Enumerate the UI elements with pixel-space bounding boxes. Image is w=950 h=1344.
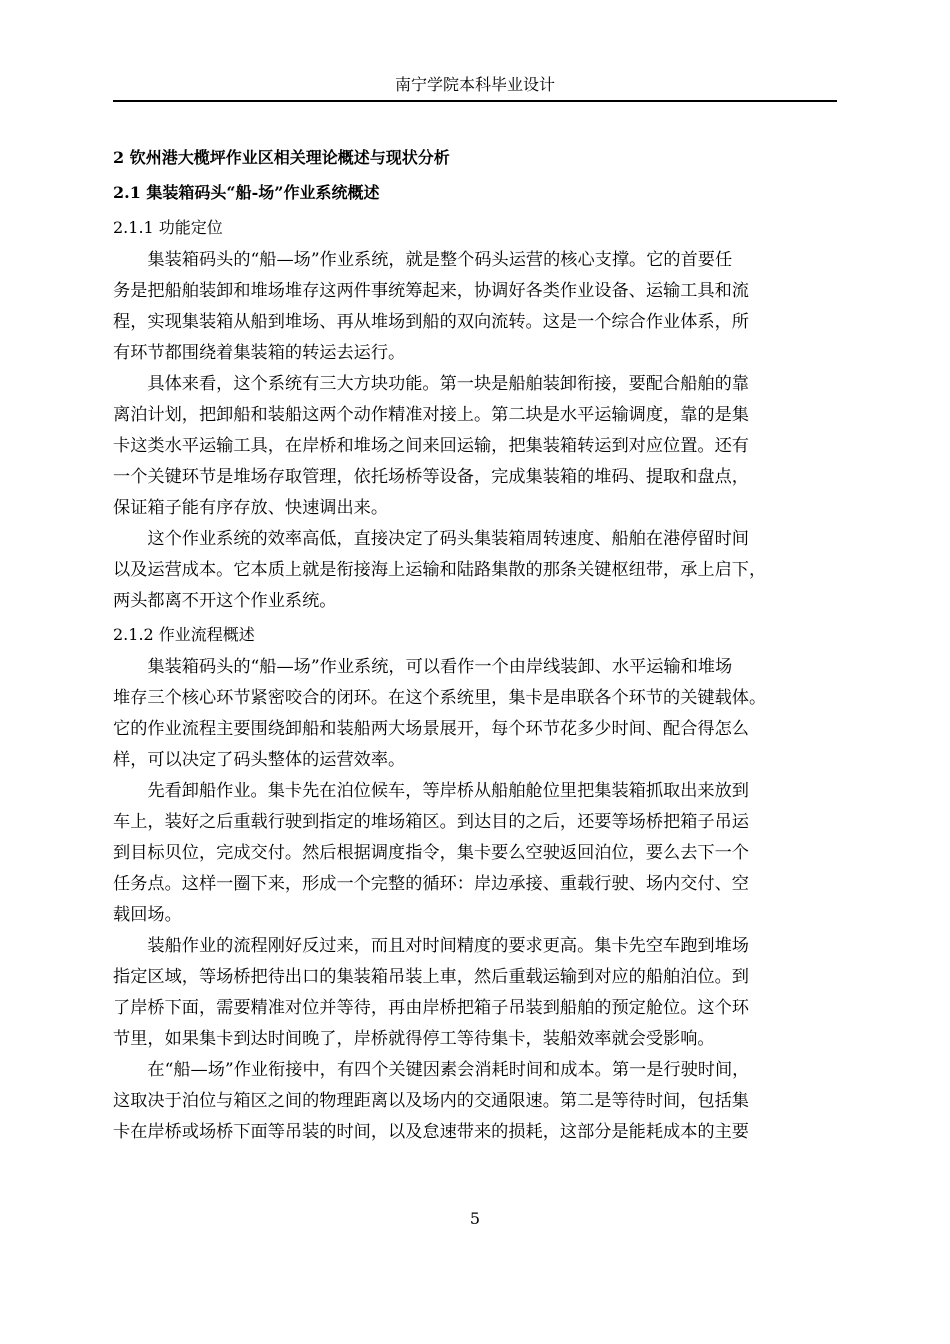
body-paragraph [113,931,837,1055]
body-paragraph [113,524,837,617]
paragraph-line: 两头都离不开这个作业系统。 [113,591,337,611]
paragraph-line: 集装箱码头的“船—场”作业系统，就是整个码头运营的核心支撑。它的首要任 [147,250,733,270]
paragraph-line: 这取决于泊位与箱区之间的物理距离以及场内的交通限速。第二是等待时间，包括集 [113,1091,749,1111]
body-paragraph [113,652,837,776]
paragraph-line: 离泊计划，把卸船和装船这两个动作精准对接上。第二块是水平运输调度，靠的是集 [113,405,749,425]
paragraph-line: 指定区域，等场桥把待出口的集装箱吊装上車，然后重载运输到对应的船舶泊位。到 [113,967,749,987]
paragraph-line: 载回场。 [113,905,182,925]
paragraph-line: 车上，装好之后重载行驶到指定的堆场箱区。到达目的之后，还要等场桥把箱子吊运 [113,812,749,832]
paragraph-line: 卡在岸桥或场桥下面等吊装的时间，以及怠速带来的损耗，这部分是能耗成本的主要 [113,1122,749,1142]
paragraph-line: 在“船—场”作业衔接中，有四个关键因素会消耗时间和成本。第一是行驶时间， [147,1060,750,1080]
paragraph-line: 任务点。这样一圈下来，形成一个完整的循环：岸边承接、重载行驶、场内交付、空 [113,874,749,894]
paragraph-line: 这个作业系统的效率高低，直接决定了码头集装箱周转速度、船舶在港停留时间 [147,529,749,549]
subsection-heading: 2.1.2 作业流程概述 [113,625,255,644]
paragraph-line: 一个关键环节是堆场存取管理，依托场桥等设备，完成集装箱的堆码、提取和盘点， [113,467,749,487]
paragraph-line: 程，实现集装箱从船到堆场、再从堆场到船的双向流转。这是一个综合作业体系，所 [113,312,749,332]
document-body [113,140,837,1148]
body-paragraph [113,245,837,369]
paragraph-line: 先看卸船作业。集卡先在泊位候车，等岸桥从船舶舱位里把集装箱抓取出来放到 [147,781,749,801]
paragraph-line: 堆存三个核心环节紧密咬合的闭环。在这个系统里，集卡是串联各个环节的关键载体。 [113,688,767,708]
page-header: 南宁学院本科毕业设计 [394,75,555,94]
subsections [113,210,837,1148]
paragraph-line: 装船作业的流程刚好反过来，而且对时间精度的要求更高。集卡先空车跑到堆场 [147,936,749,956]
body-paragraph [113,369,837,524]
paragraph-line: 务是把船舶装卸和堆场堆存这两件事统筹起来，协调好各类作业设备、运输工具和流 [113,281,749,301]
body-paragraph [113,1055,837,1148]
paragraph-line: 保证箱子能有序存放、快速调出来。 [113,498,389,518]
subsection-heading: 2.1.1 功能定位 [113,218,223,237]
paragraph-line: 节里，如果集卡到达时间晚了，岸桥就得停工等待集卡，装船效率就会受影响。 [113,1029,715,1049]
page-number: 5 [469,1209,481,1228]
header-divider [113,100,837,102]
body-paragraph [113,776,837,931]
paragraph-line: 集装箱码头的“船—场”作业系统，可以看作一个由岸线装卸、水平运输和堆场 [147,657,733,677]
section-heading: 2.1 集装箱码头“船-场”作业系统概述 [113,183,380,202]
paragraph-line: 样，可以决定了码头整体的运营效率。 [113,750,406,770]
paragraph-line: 它的作业流程主要围绕卸船和装船两大场景展开，每个环节花多少时间、配合得怎么 [113,719,749,739]
paragraph-line: 了岸桥下面，需要精准对位并等待，再由岸桥把箱子吊装到船舶的预定舱位。这个环 [113,998,749,1018]
paragraph-line: 到目标贝位，完成交付。然后根据调度指令，集卡要么空驶返回泊位，要么去下一个 [113,843,749,863]
paragraph-line: 有环节都围绕着集装箱的转运去运行。 [113,343,406,363]
paragraph-line: 卡这类水平运输工具，在岸桥和堆场之间来回运输，把集装箱转运到对应位置。还有 [113,436,749,456]
paragraph-line: 具体来看，这个系统有三大方块功能。第一块是船舶装卸衔接，要配合船舶的靠 [147,374,749,394]
paragraph-line: 以及运营成本。它本质上就是衔接海上运输和陆路集散的那条关键枢纽带，承上启下， [113,560,767,580]
chapter-heading: 2 钦州港大榄坪作业区相关理论概述与现状分析 [113,148,450,167]
